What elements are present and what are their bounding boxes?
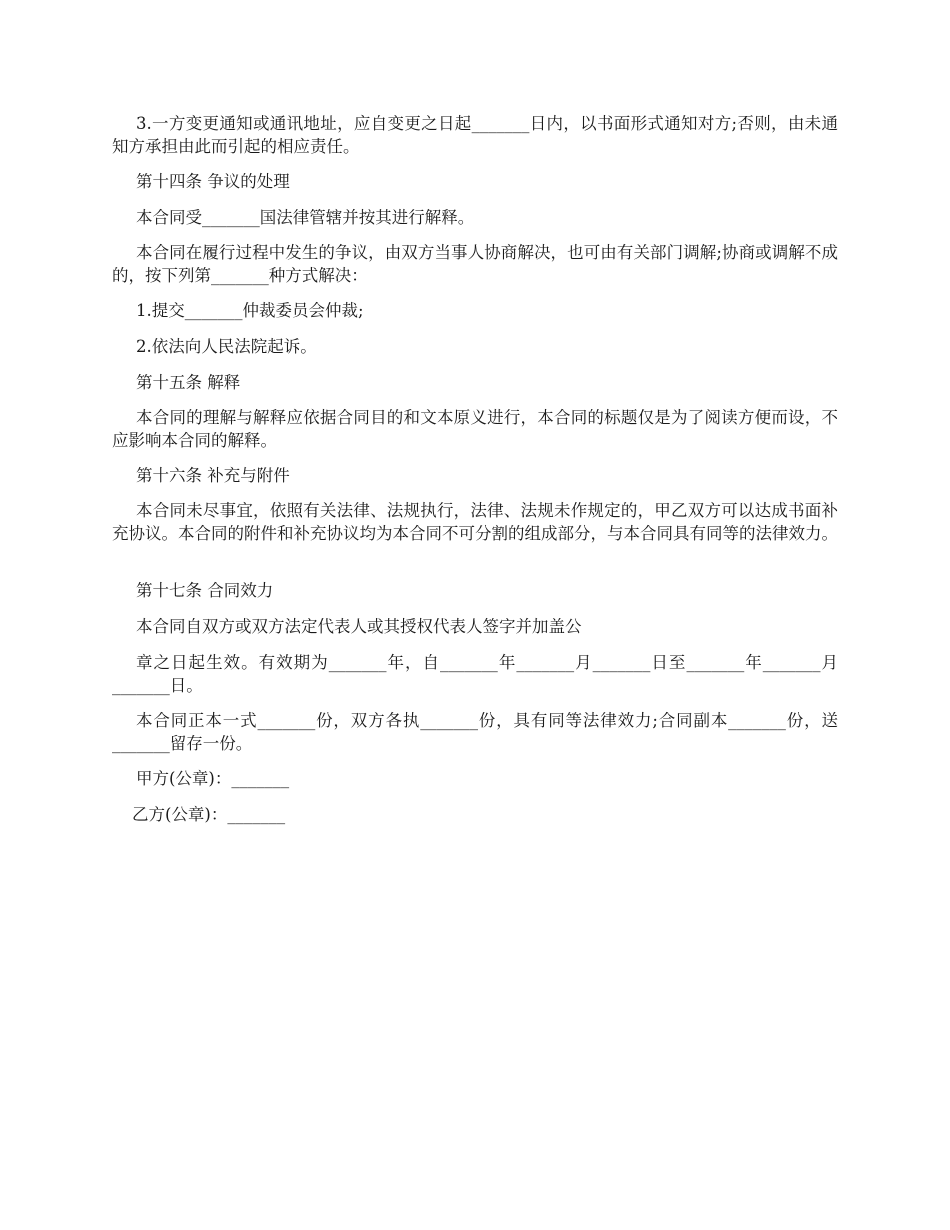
- paragraph-copies: 本合同正本一式_______份，双方各执_______份，具有同等法律效力;合同副本_______份，送_______留存一份。: [112, 711, 838, 753]
- paragraph-arbitration-option: 1.提交_______仲裁委员会仲裁;: [136, 301, 364, 320]
- paragraph-interpretation: 本合同的理解与解释应依据合同目的和文本原义进行，本合同的标题仅是为了阅读方便而设，不应影响本合同的解释。: [112, 408, 838, 450]
- paragraph-validity-period: 章之日起生效。有效期为_______年，自_______年_______月_______日至_______年_______月_______日。: [112, 653, 838, 695]
- signature-party-a: 甲方(公章)：_______: [136, 769, 290, 788]
- paragraph-dispute-resolution: 本合同在履行过程中发生的争议，由双方当事人协商解决，也可由有关部门调解;协商或调解不成的，按下列第_______种方式解决：: [112, 243, 838, 285]
- heading-article-15: 第十五条 解释: [136, 373, 241, 392]
- paragraph-litigation-option: 2.依法向人民法院起诉。: [136, 337, 317, 356]
- heading-article-17: 第十七条 合同效力: [136, 581, 274, 600]
- paragraph-supplements: 本合同未尽事宜，依照有关法律、法规执行，法律、法规未作规定的，甲乙双方可以达成书面补充协议。本合同的附件和补充协议均为本合同不可分割的组成部分，与本合同具有同等的法律效力。: [112, 501, 838, 543]
- paragraph-address-change: 3.一方变更通知或通讯地址，应自变更之日起_______日内，以书面形式通知对方;否则，由未通知方承担由此而引起的相应责任。: [112, 114, 838, 156]
- paragraph-effectiveness-start: 本合同自双方或双方法定代表人或其授权代表人签字并加盖公: [136, 617, 582, 636]
- paragraph-governing-law: 本合同受_______国法律管辖并按其进行解释。: [136, 208, 475, 227]
- heading-article-14: 第十四条 争议的处理: [136, 172, 290, 191]
- heading-article-16: 第十六条 补充与附件: [136, 466, 290, 485]
- signature-party-b: 乙方(公章)：_______: [132, 805, 286, 824]
